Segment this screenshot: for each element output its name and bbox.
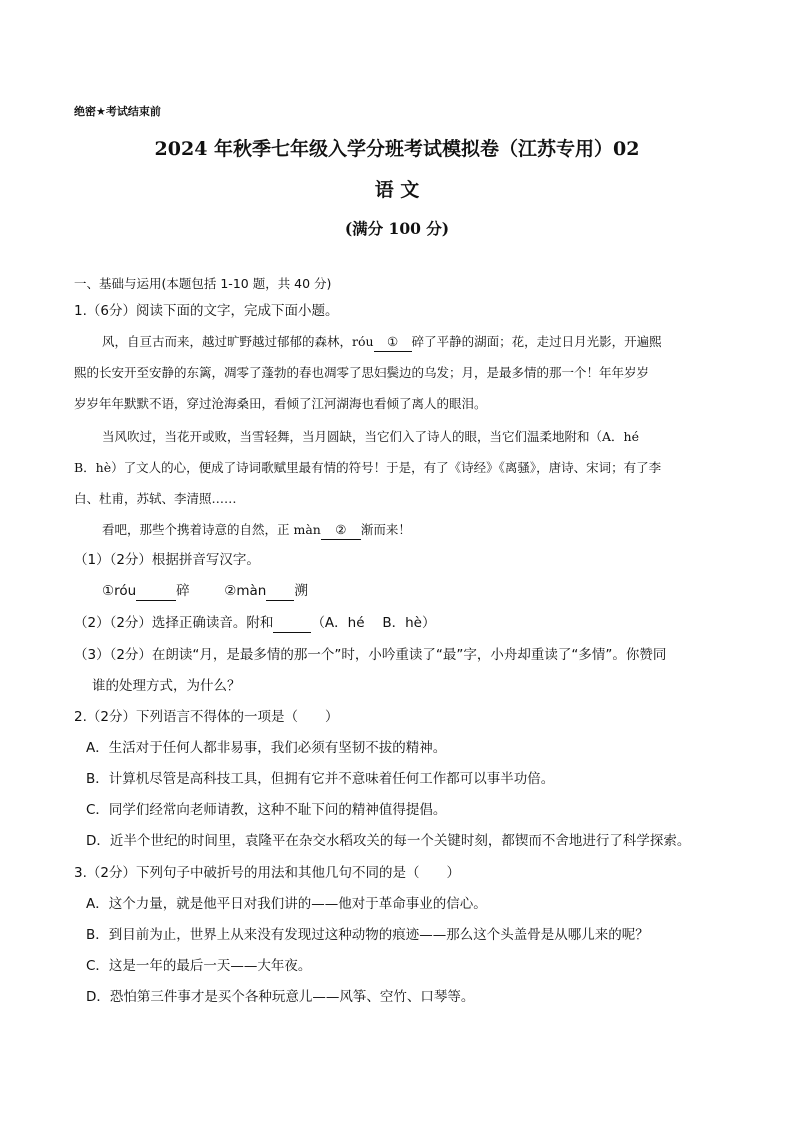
section-heading: 一、基础与运用(本题包括 1-10 题，共 40 分): [74, 276, 332, 291]
q3-option-b[interactable]: B．到目前为止，世界上从来没有发现过这种动物的痕迹——那么这个头盖骨是从哪儿来的呢？: [86, 927, 649, 943]
passage-line: [102, 333, 662, 352]
passage-text: 风，自亘古而来，越过旷野越过郁郁的森林，róu: [102, 334, 374, 349]
sub-question-1: （1）（2分）根据拼音写汉字。: [74, 552, 260, 568]
passage-line: B．hè）了文人的心，便成了诗词歌赋里最有情的符号！于是，有了《诗经》《离骚》，唐诗、宋词；有了李: [74, 460, 662, 475]
q3-option-a[interactable]: A．这个力量，就是他平日对我们讲的——他对于革命事业的信心。: [86, 896, 487, 912]
pinyin-label: ①róu: [102, 583, 137, 599]
q2-option-d[interactable]: D．近半个世纪的时间里，袁隆平在杂交水稻攻关的每一个关键时刻，都锲而不舍地进行了科学探索。: [86, 833, 691, 849]
q2-option-b[interactable]: B．计算机尽管是高科技工具，但拥有它并不意味着任何工作都可以事半功倍。: [86, 771, 555, 787]
answer-blank[interactable]: [273, 614, 311, 633]
pinyin-items: [102, 582, 308, 601]
passage-text: 碎了平静的湖面；花，走过日月光影，开遍熙: [411, 334, 662, 349]
question-1-stem: 1.（6分）阅读下面的文字，完成下面小题。: [74, 303, 339, 319]
sub-question-3: （3）（2分）在朗读“月，是最多情的那一个”时，小吟重读了“最”字，小舟却重读了“多情”。你赞同: [74, 647, 667, 663]
passage-line: 当风吹过，当花开或败，当雪轻舞，当月圆缺，当它们入了诗人的眼，当它们温柔地附和（A．hé: [102, 429, 639, 444]
blank-2: ②: [321, 521, 361, 540]
passage-text: 渐而来！: [360, 522, 411, 537]
score-note: (满分 100 分): [344, 219, 450, 238]
question-3-stem: 3.（2分）下列句子中破折号的用法和其他几句不同的是（ ）: [74, 865, 460, 881]
passage-line: [102, 521, 411, 540]
q2-option-c[interactable]: C．同学们经常向老师请教，这种不耻下问的精神值得提倡。: [86, 802, 447, 818]
answer-blank[interactable]: [136, 582, 176, 601]
passage-text: 看吧，那些个携着诗意的自然，正 màn: [102, 522, 321, 537]
pinyin-suffix: 溯: [294, 583, 308, 599]
answer-blank[interactable]: [266, 582, 294, 601]
passage-line: 岁岁年年默默不语，穿过沧海桑田，看倾了江河湖海也看倾了离人的眼泪。: [74, 396, 487, 411]
subject-title: 语 文: [374, 179, 420, 201]
pinyin-label: ②màn: [224, 583, 267, 599]
secret-label: 绝密★考试结束前: [74, 105, 161, 118]
passage-line: 熙的长安开至安静的东篱，凋零了蓬勃的春也凋零了思妇鬓边的乌发；月，是最多情的那一个！年年岁岁: [74, 365, 650, 380]
exam-title: 2024 年秋季七年级入学分班考试模拟卷（江苏专用）02: [154, 138, 640, 160]
q3-option-d[interactable]: D．恐怕第三件事才是买个各种玩意儿——风筝、空竹、口琴等。: [86, 989, 475, 1005]
sub-question-text: （2）（2分）选择正确读音。附和: [74, 615, 274, 631]
blank-1: ①: [374, 333, 412, 352]
question-2-stem: 2.（2分）下列语言不得体的一项是（ ）: [74, 709, 339, 725]
sub-question-3-cont: 谁的处理方式，为什么？: [92, 678, 241, 694]
sub-question-2: [74, 614, 435, 633]
q2-option-a[interactable]: A．生活对于任何人都非易事，我们必须有坚韧不拔的精神。: [86, 740, 447, 756]
pinyin-suffix: 碎: [176, 583, 190, 599]
sub-question-options: （A．hé B．hè）: [311, 615, 436, 631]
q3-option-c[interactable]: C．这是一年的最后一天——大年夜。: [86, 958, 312, 974]
passage-line: 白、杜甫，苏轼、李清照……: [74, 491, 237, 506]
